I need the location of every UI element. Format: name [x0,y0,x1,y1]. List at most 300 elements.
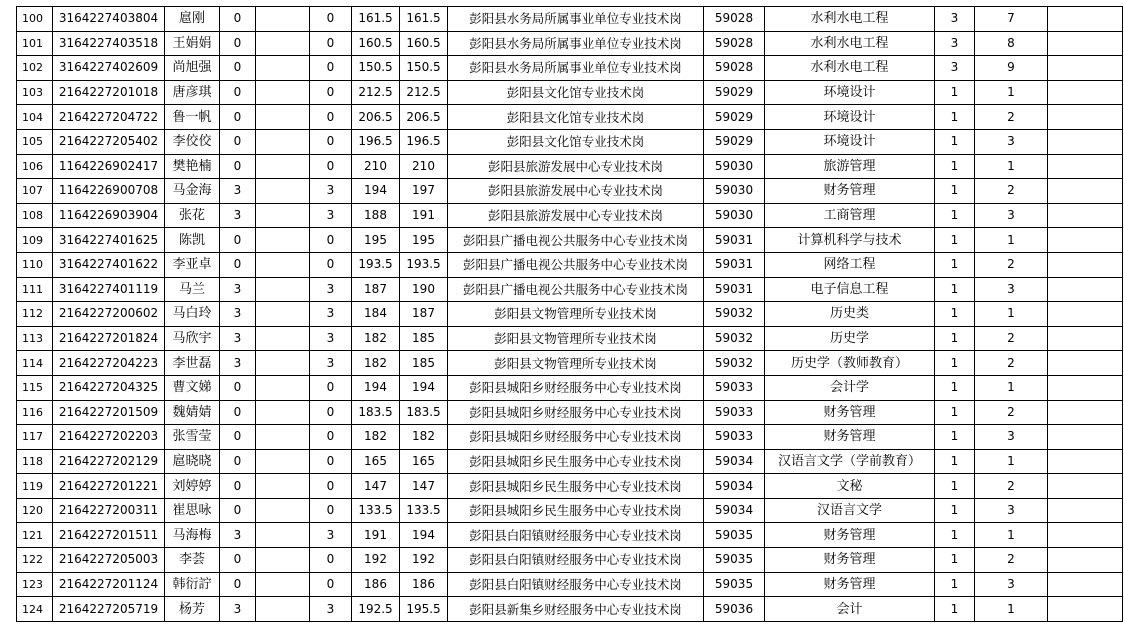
name-cell: 崔思咏 [165,498,220,523]
name-cell: 李亚卓 [165,252,220,277]
blank-cell [256,375,310,400]
empty-cell [1048,7,1123,32]
position-cell: 彭阳县城阳乡民生服务中心专业技术岗 [448,449,704,474]
bonus-points-cell: 0 [220,498,256,523]
written-score-cell: 160.5 [352,31,400,56]
empty-cell [1048,400,1123,425]
position-cell: 彭阳县城阳乡财经服务中心专业技术岗 [448,400,704,425]
position-cell: 彭阳县白阳镇财经服务中心专业技术岗 [448,548,704,573]
major-cell: 历史类 [765,302,935,327]
ticket-number-cell: 2164227201221 [53,474,165,499]
empty-cell [1048,154,1123,179]
table-row [17,203,1123,228]
quota-cell: 1 [935,548,975,573]
rank-cell: 1 [975,375,1048,400]
bonus-points-cell: 0 [220,449,256,474]
bonus-subtotal-cell: 0 [310,105,352,130]
total-score-cell: 150.5 [400,56,448,81]
rank-cell: 3 [975,277,1048,302]
position-code-cell: 59035 [704,548,765,573]
blank-cell [256,548,310,573]
position-cell: 彭阳县水务局所属事业单位专业技术岗 [448,56,704,81]
total-score-cell: 195.5 [400,597,448,622]
blank-cell [256,252,310,277]
ticket-number-cell: 2164227204325 [53,375,165,400]
position-cell: 彭阳县文化馆专业技术岗 [448,105,704,130]
position-cell: 彭阳县城阳乡民生服务中心专业技术岗 [448,474,704,499]
total-score-cell: 161.5 [400,7,448,32]
blank-cell [256,572,310,597]
results-table [16,6,1123,622]
table-row [17,326,1123,351]
position-cell: 彭阳县水务局所属事业单位专业技术岗 [448,31,704,56]
major-cell: 工商管理 [765,203,935,228]
ticket-number-cell: 2164227201124 [53,572,165,597]
quota-cell: 1 [935,302,975,327]
rank-cell: 2 [975,474,1048,499]
bonus-subtotal-cell: 3 [310,203,352,228]
table-row [17,129,1123,154]
written-score-cell: 194 [352,179,400,204]
quota-cell: 1 [935,425,975,450]
major-cell: 财务管理 [765,425,935,450]
blank-cell [256,56,310,81]
bonus-points-cell: 0 [220,129,256,154]
row-number-cell: 107 [17,179,53,204]
empty-cell [1048,425,1123,450]
position-cell: 彭阳县白阳镇财经服务中心专业技术岗 [448,572,704,597]
bonus-subtotal-cell: 3 [310,277,352,302]
table-row [17,302,1123,327]
rank-cell: 1 [975,449,1048,474]
bonus-subtotal-cell: 0 [310,56,352,81]
blank-cell [256,7,310,32]
written-score-cell: 188 [352,203,400,228]
blank-cell [256,302,310,327]
rank-cell: 3 [975,572,1048,597]
bonus-subtotal-cell: 0 [310,375,352,400]
row-number-cell: 103 [17,80,53,105]
quota-cell: 1 [935,203,975,228]
quota-cell: 1 [935,80,975,105]
major-cell: 环境设计 [765,105,935,130]
bonus-subtotal-cell: 3 [310,597,352,622]
bonus-subtotal-cell: 0 [310,572,352,597]
rank-cell: 2 [975,252,1048,277]
table-row [17,31,1123,56]
written-score-cell: 184 [352,302,400,327]
table-row [17,80,1123,105]
position-cell: 彭阳县旅游发展中心专业技术岗 [448,179,704,204]
ticket-number-cell: 1164226900708 [53,179,165,204]
major-cell: 财务管理 [765,572,935,597]
quota-cell: 3 [935,56,975,81]
rank-cell: 2 [975,548,1048,573]
written-score-cell: 133.5 [352,498,400,523]
table-row [17,252,1123,277]
empty-cell [1048,548,1123,573]
major-cell: 财务管理 [765,179,935,204]
bonus-points-cell: 0 [220,56,256,81]
empty-cell [1048,375,1123,400]
quota-cell: 3 [935,7,975,32]
total-score-cell: 185 [400,326,448,351]
quota-cell: 1 [935,228,975,253]
name-cell: 马金海 [165,179,220,204]
table-row [17,425,1123,450]
table-row [17,597,1123,622]
name-cell: 王娟娟 [165,31,220,56]
name-cell: 樊艳楠 [165,154,220,179]
blank-cell [256,400,310,425]
quota-cell: 1 [935,154,975,179]
position-code-cell: 59029 [704,105,765,130]
written-score-cell: 182 [352,351,400,376]
empty-cell [1048,302,1123,327]
total-score-cell: 210 [400,154,448,179]
bonus-subtotal-cell: 0 [310,400,352,425]
row-number-cell: 123 [17,572,53,597]
ticket-number-cell: 2164227204722 [53,105,165,130]
table-row [17,449,1123,474]
row-number-cell: 101 [17,31,53,56]
bonus-points-cell: 3 [220,326,256,351]
bonus-subtotal-cell: 0 [310,548,352,573]
position-cell: 彭阳县文物管理所专业技术岗 [448,302,704,327]
total-score-cell: 185 [400,351,448,376]
bonus-subtotal-cell: 0 [310,425,352,450]
major-cell: 环境设计 [765,80,935,105]
rank-cell: 2 [975,351,1048,376]
name-cell: 鲁一帆 [165,105,220,130]
written-score-cell: 182 [352,326,400,351]
bonus-subtotal-cell: 0 [310,228,352,253]
table-row [17,154,1123,179]
bonus-points-cell: 3 [220,277,256,302]
position-cell: 彭阳县城阳乡民生服务中心专业技术岗 [448,498,704,523]
major-cell: 历史学（教师教育） [765,351,935,376]
written-score-cell: 186 [352,572,400,597]
row-number-cell: 115 [17,375,53,400]
name-cell: 李荟 [165,548,220,573]
ticket-number-cell: 2164227202129 [53,449,165,474]
quota-cell: 1 [935,597,975,622]
blank-cell [256,277,310,302]
name-cell: 唐彦琪 [165,80,220,105]
bonus-points-cell: 3 [220,597,256,622]
table-row [17,105,1123,130]
position-code-cell: 59031 [704,277,765,302]
rank-cell: 3 [975,203,1048,228]
row-number-cell: 118 [17,449,53,474]
name-cell: 张雪莹 [165,425,220,450]
rank-cell: 1 [975,302,1048,327]
ticket-number-cell: 2164227201509 [53,400,165,425]
ticket-number-cell: 2164227205003 [53,548,165,573]
position-cell: 彭阳县广播电视公共服务中心专业技术岗 [448,277,704,302]
bonus-subtotal-cell: 3 [310,326,352,351]
rank-cell: 1 [975,80,1048,105]
written-score-cell: 212.5 [352,80,400,105]
quota-cell: 1 [935,375,975,400]
written-score-cell: 193.5 [352,252,400,277]
ticket-number-cell: 2164227205719 [53,597,165,622]
quota-cell: 1 [935,572,975,597]
row-number-cell: 121 [17,523,53,548]
position-code-cell: 59028 [704,56,765,81]
blank-cell [256,597,310,622]
bonus-points-cell: 3 [220,523,256,548]
quota-cell: 1 [935,474,975,499]
quota-cell: 1 [935,105,975,130]
quota-cell: 3 [935,31,975,56]
blank-cell [256,498,310,523]
position-code-cell: 59032 [704,302,765,327]
name-cell: 李世磊 [165,351,220,376]
bonus-subtotal-cell: 3 [310,179,352,204]
position-cell: 彭阳县文化馆专业技术岗 [448,129,704,154]
blank-cell [256,129,310,154]
blank-cell [256,228,310,253]
empty-cell [1048,228,1123,253]
written-score-cell: 187 [352,277,400,302]
total-score-cell: 195 [400,228,448,253]
empty-cell [1048,523,1123,548]
table-row [17,179,1123,204]
major-cell: 水利水电工程 [765,31,935,56]
position-cell: 彭阳县广播电视公共服务中心专业技术岗 [448,228,704,253]
bonus-points-cell: 0 [220,105,256,130]
table-body [17,7,1123,622]
blank-cell [256,351,310,376]
empty-cell [1048,179,1123,204]
bonus-points-cell: 0 [220,154,256,179]
empty-cell [1048,277,1123,302]
bonus-points-cell: 0 [220,548,256,573]
total-score-cell: 196.5 [400,129,448,154]
written-score-cell: 182 [352,425,400,450]
position-code-cell: 59030 [704,154,765,179]
name-cell: 魏婧婧 [165,400,220,425]
total-score-cell: 212.5 [400,80,448,105]
table-row [17,523,1123,548]
table-row [17,498,1123,523]
row-number-cell: 105 [17,129,53,154]
major-cell: 水利水电工程 [765,56,935,81]
quota-cell: 1 [935,523,975,548]
empty-cell [1048,252,1123,277]
rank-cell: 2 [975,105,1048,130]
row-number-cell: 102 [17,56,53,81]
empty-cell [1048,351,1123,376]
total-score-cell: 186 [400,572,448,597]
table-row [17,277,1123,302]
total-score-cell: 133.5 [400,498,448,523]
name-cell: 韩衍詝 [165,572,220,597]
position-code-cell: 59034 [704,498,765,523]
ticket-number-cell: 1164226902417 [53,154,165,179]
ticket-number-cell: 2164227200311 [53,498,165,523]
position-code-cell: 59028 [704,31,765,56]
total-score-cell: 182 [400,425,448,450]
name-cell: 马兰 [165,277,220,302]
bonus-points-cell: 0 [220,7,256,32]
table-row [17,228,1123,253]
position-code-cell: 59030 [704,179,765,204]
written-score-cell: 192.5 [352,597,400,622]
bonus-subtotal-cell: 0 [310,129,352,154]
bonus-points-cell: 3 [220,179,256,204]
row-number-cell: 110 [17,252,53,277]
ticket-number-cell: 2164227201824 [53,326,165,351]
table-row [17,351,1123,376]
written-score-cell: 194 [352,375,400,400]
row-number-cell: 116 [17,400,53,425]
bonus-subtotal-cell: 3 [310,351,352,376]
blank-cell [256,326,310,351]
position-cell: 彭阳县白阳镇财经服务中心专业技术岗 [448,523,704,548]
table-row [17,400,1123,425]
table-row [17,56,1123,81]
ticket-number-cell: 3164227402609 [53,56,165,81]
quota-cell: 1 [935,129,975,154]
empty-cell [1048,498,1123,523]
position-code-cell: 59029 [704,80,765,105]
blank-cell [256,203,310,228]
written-score-cell: 196.5 [352,129,400,154]
rank-cell: 2 [975,179,1048,204]
position-code-cell: 59033 [704,400,765,425]
total-score-cell: 147 [400,474,448,499]
major-cell: 环境设计 [765,129,935,154]
empty-cell [1048,56,1123,81]
rank-cell: 7 [975,7,1048,32]
blank-cell [256,474,310,499]
quota-cell: 1 [935,498,975,523]
written-score-cell: 195 [352,228,400,253]
rank-cell: 3 [975,498,1048,523]
written-score-cell: 210 [352,154,400,179]
total-score-cell: 191 [400,203,448,228]
bonus-subtotal-cell: 0 [310,498,352,523]
position-code-cell: 59032 [704,326,765,351]
position-code-cell: 59036 [704,597,765,622]
blank-cell [256,449,310,474]
empty-cell [1048,129,1123,154]
bonus-points-cell: 0 [220,375,256,400]
empty-cell [1048,572,1123,597]
quota-cell: 1 [935,400,975,425]
total-score-cell: 197 [400,179,448,204]
ticket-number-cell: 2164227205402 [53,129,165,154]
row-number-cell: 112 [17,302,53,327]
ticket-number-cell: 3164227401119 [53,277,165,302]
rank-cell: 9 [975,56,1048,81]
table-row [17,375,1123,400]
quota-cell: 1 [935,326,975,351]
major-cell: 旅游管理 [765,154,935,179]
empty-cell [1048,203,1123,228]
ticket-number-cell: 3164227401625 [53,228,165,253]
quota-cell: 1 [935,351,975,376]
quota-cell: 1 [935,277,975,302]
major-cell: 财务管理 [765,548,935,573]
blank-cell [256,31,310,56]
bonus-points-cell: 0 [220,425,256,450]
row-number-cell: 106 [17,154,53,179]
bonus-points-cell: 0 [220,31,256,56]
written-score-cell: 206.5 [352,105,400,130]
written-score-cell: 192 [352,548,400,573]
name-cell: 李佼佼 [165,129,220,154]
total-score-cell: 187 [400,302,448,327]
ticket-number-cell: 3164227403518 [53,31,165,56]
ticket-number-cell: 2164227201018 [53,80,165,105]
name-cell: 曹文娣 [165,375,220,400]
name-cell: 马欣宇 [165,326,220,351]
total-score-cell: 183.5 [400,400,448,425]
row-number-cell: 124 [17,597,53,622]
major-cell: 文秘 [765,474,935,499]
position-cell: 彭阳县旅游发展中心专业技术岗 [448,154,704,179]
row-number-cell: 108 [17,203,53,228]
name-cell: 陈凯 [165,228,220,253]
major-cell: 汉语言文学 [765,498,935,523]
position-cell: 彭阳县城阳乡财经服务中心专业技术岗 [448,425,704,450]
position-code-cell: 59033 [704,425,765,450]
position-cell: 彭阳县文化馆专业技术岗 [448,80,704,105]
table-row [17,7,1123,32]
ticket-number-cell: 3164227403804 [53,7,165,32]
bonus-points-cell: 3 [220,351,256,376]
rank-cell: 8 [975,31,1048,56]
rank-cell: 2 [975,400,1048,425]
written-score-cell: 165 [352,449,400,474]
major-cell: 水利水电工程 [765,7,935,32]
position-code-cell: 59032 [704,351,765,376]
bonus-points-cell: 0 [220,400,256,425]
major-cell: 会计学 [765,375,935,400]
total-score-cell: 194 [400,375,448,400]
bonus-points-cell: 0 [220,80,256,105]
blank-cell [256,179,310,204]
row-number-cell: 109 [17,228,53,253]
position-code-cell: 59034 [704,474,765,499]
empty-cell [1048,80,1123,105]
position-code-cell: 59029 [704,129,765,154]
major-cell: 财务管理 [765,523,935,548]
table-row [17,548,1123,573]
major-cell: 财务管理 [765,400,935,425]
table-row [17,572,1123,597]
total-score-cell: 160.5 [400,31,448,56]
written-score-cell: 183.5 [352,400,400,425]
quota-cell: 1 [935,252,975,277]
row-number-cell: 104 [17,105,53,130]
rank-cell: 3 [975,425,1048,450]
total-score-cell: 192 [400,548,448,573]
blank-cell [256,425,310,450]
bonus-points-cell: 3 [220,203,256,228]
row-number-cell: 100 [17,7,53,32]
position-code-cell: 59030 [704,203,765,228]
ticket-number-cell: 2164227202203 [53,425,165,450]
name-cell: 杨芳 [165,597,220,622]
position-code-cell: 59028 [704,7,765,32]
empty-cell [1048,597,1123,622]
written-score-cell: 150.5 [352,56,400,81]
bonus-points-cell: 0 [220,228,256,253]
